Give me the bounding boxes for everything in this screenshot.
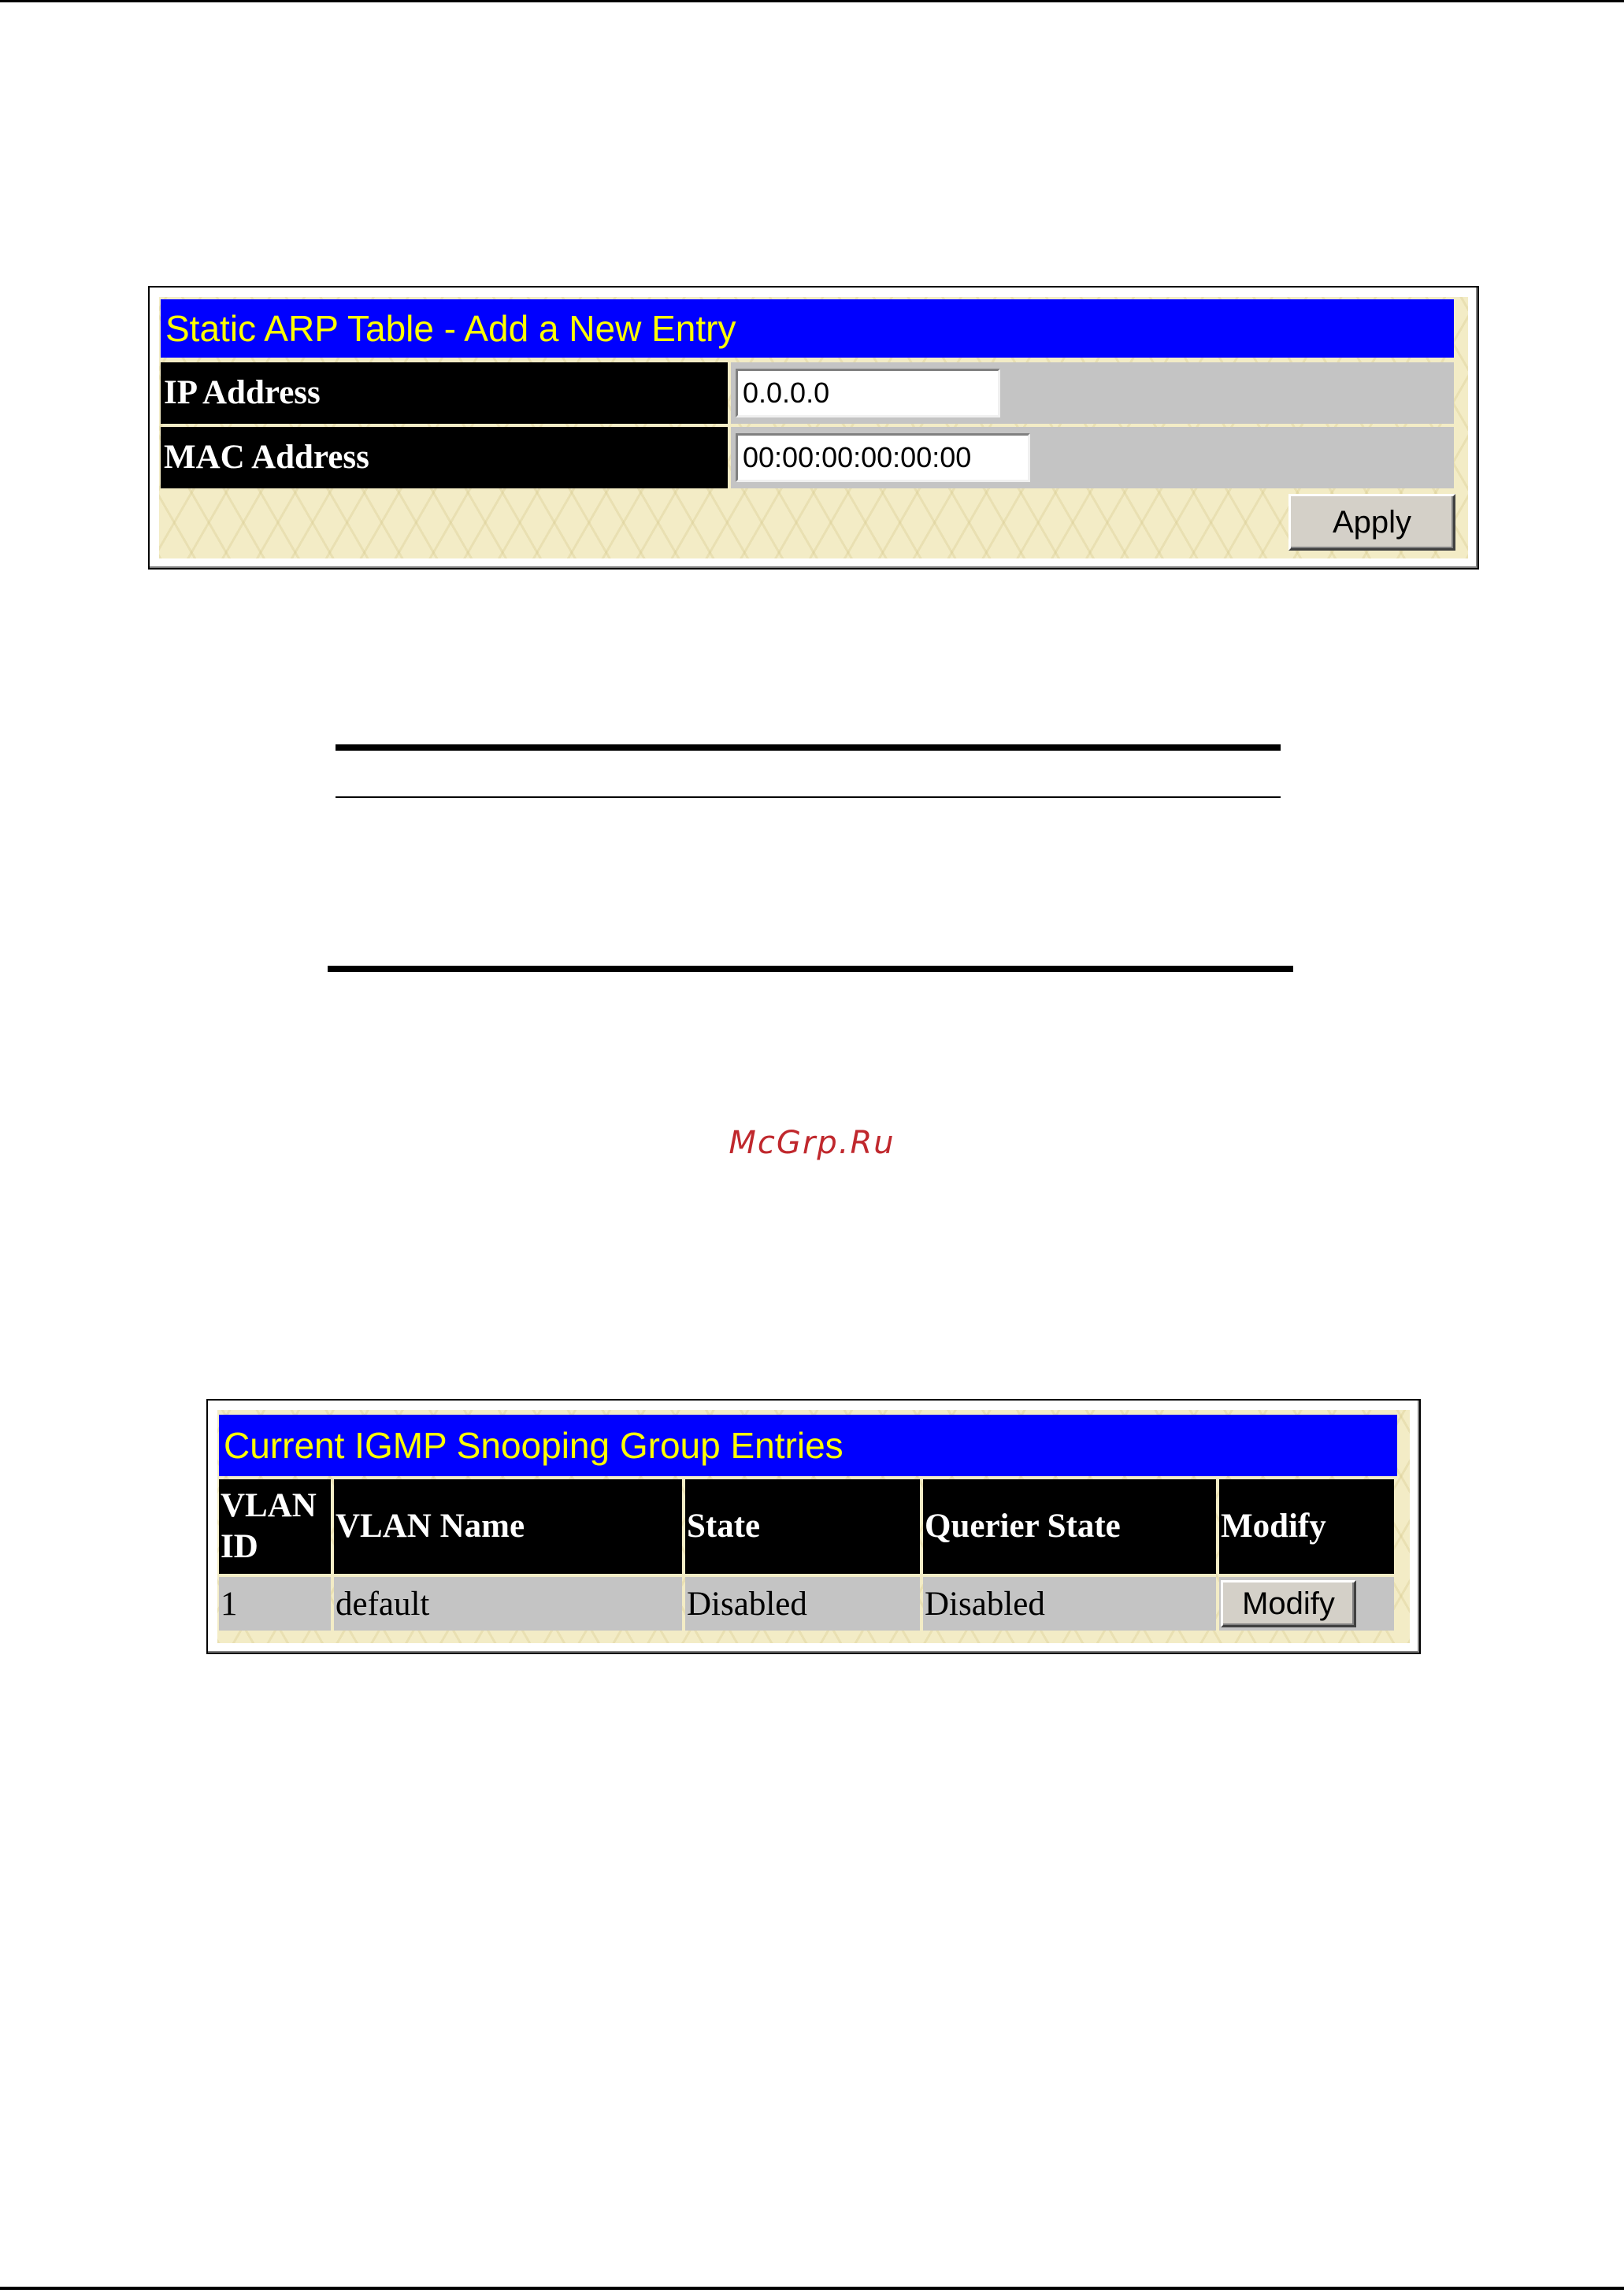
cell-querier-state: Disabled (923, 1574, 1216, 1631)
table-bottom-rule (328, 966, 1293, 972)
ip-address-cell (731, 362, 1454, 424)
apply-button[interactable]: Apply (1288, 494, 1455, 551)
ip-address-input[interactable] (736, 369, 1000, 417)
static-arp-add-panel (148, 286, 1479, 570)
cell-vlan-id: 1 (219, 1574, 331, 1631)
igmp-entries-table (216, 1479, 1397, 1631)
mac-address-input[interactable] (736, 433, 1030, 482)
table-row (219, 1574, 1394, 1631)
table-header-row (219, 1479, 1394, 1574)
page-bottom-rule (0, 2287, 1624, 2290)
column-header-querier-state: Querier State (923, 1479, 1216, 1574)
ip-address-label: IP Address (161, 362, 728, 424)
igmp-snooping-panel (206, 1399, 1421, 1654)
table-header-rule (336, 796, 1281, 798)
column-header-state: State (685, 1479, 920, 1574)
watermark-text: McGrp.Ru (729, 1125, 895, 1161)
modify-button[interactable]: Modify (1221, 1580, 1356, 1627)
cell-state: Disabled (685, 1574, 920, 1631)
mac-address-row (161, 427, 1454, 488)
column-header-vlan-id: VLAN ID (219, 1479, 331, 1574)
cell-vlan-name: default (334, 1574, 682, 1631)
panel-title: Static ARP Table - Add a New Entry (161, 299, 1454, 358)
column-header-modify: Modify (1219, 1479, 1394, 1574)
column-header-vlan-name: VLAN Name (334, 1479, 682, 1574)
table-top-rule (336, 744, 1281, 751)
cell-modify (1219, 1574, 1394, 1631)
page-top-rule (0, 0, 1624, 2)
mac-address-cell (731, 427, 1454, 488)
mac-address-label: MAC Address (161, 427, 728, 488)
panel-title: Current IGMP Snooping Group Entries (219, 1415, 1397, 1476)
ip-address-row (161, 362, 1454, 424)
